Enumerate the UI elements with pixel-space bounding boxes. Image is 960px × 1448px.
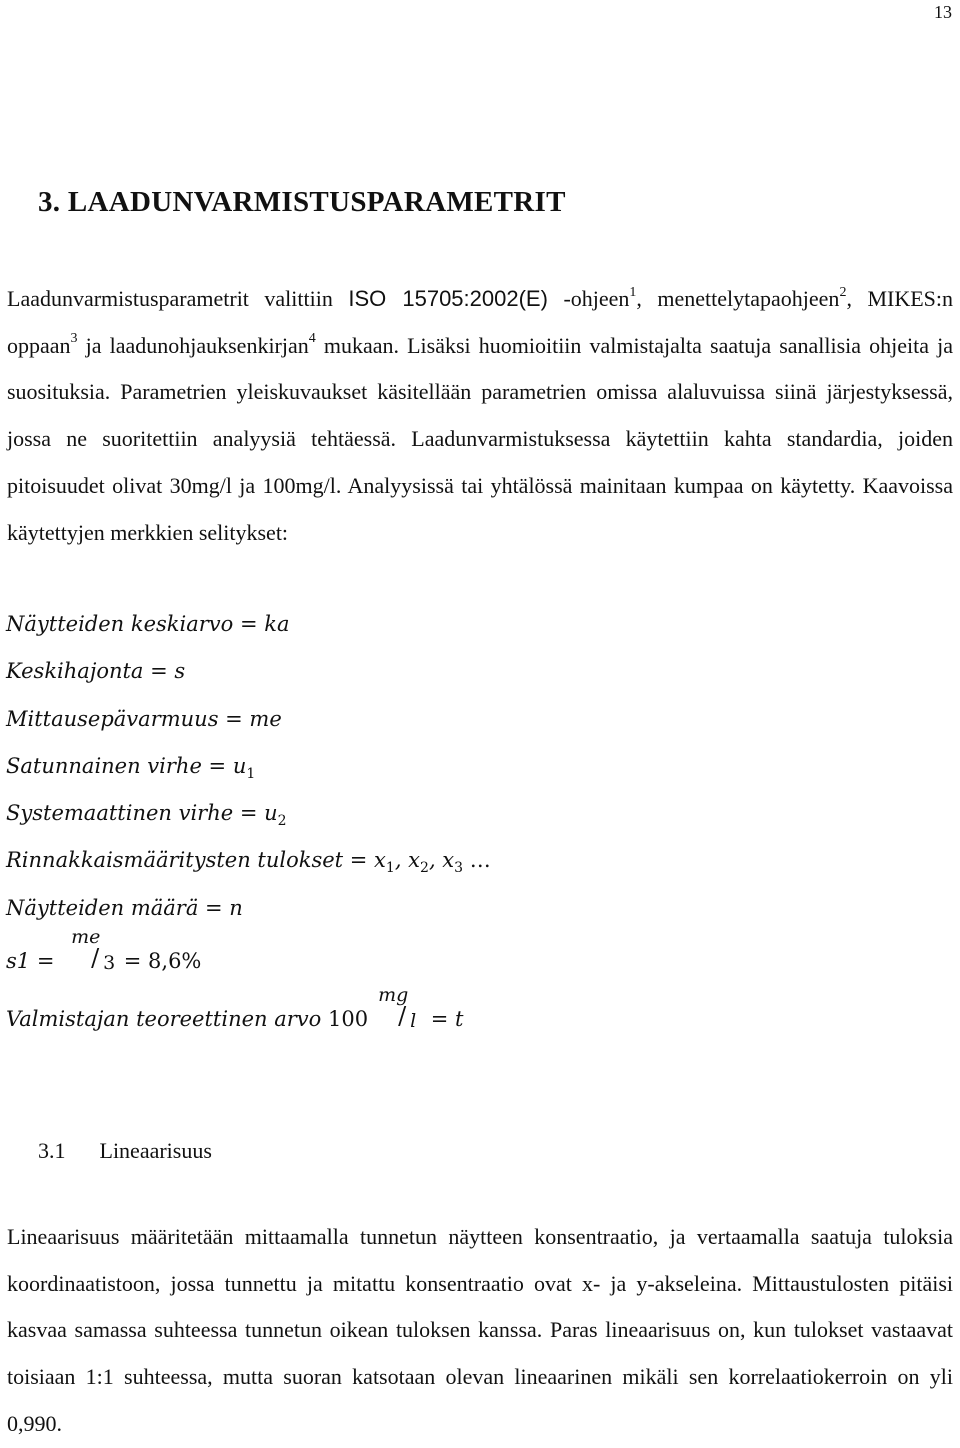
formula-mean: Näytteiden keskiarvo = ka bbox=[6, 612, 290, 636]
formula-std-dev: Keskihajonta = s bbox=[6, 659, 186, 683]
subsection-number: 3.1 bbox=[38, 1138, 66, 1163]
reference-2: 2 bbox=[839, 284, 847, 300]
page-number: 13 bbox=[934, 2, 952, 22]
intro-text-6: mukaan. Lisäksi huomioitiin valmistajalta saatuja sanallisia ohjeita ja suosituksia. Parametrien yleiskuvaukset käsitellään parametrien omissa alaluvuissa siinä järjestyksessä, jossa ne suoritettiin analyysiä tehtäessä. Laadunvarmistuksessa käytettiin kahta standardia, joiden pitoisuudet olivat 30mg/l ja 100mg/l. Analyysissä tai yhtälössä mainitaan kumpaa on käytetty. Kaavoissa käytettyjen merkkien selitykset: bbox=[7, 332, 953, 545]
formula-uncertainty: Mittausepävarmuus = me bbox=[6, 707, 282, 731]
formula-s1: s1 = me / 3 = 8,6% bbox=[6, 926, 202, 974]
linearity-paragraph: Lineaarisuus määritetään mittaamalla tunnetun näytteen konsentraatio, ja vertaamalla saatuja tuloksia koordinaatistoon, jossa tunnettu ja mitattu konsentraatio ovat x- ja y-akseleina. Mittaustulosten pitäisi kasvaa samassa suhteessa tunnetun oikean tuloksen kanssa. Paras lineaarisuus on, kun tulokset vastaavat toisiaan 1:1 suhteessa, mutta suoran katsotaan olevan lineaarinen mikäli sen korrelaatiokerroin on yli 0,990. bbox=[7, 1224, 953, 1436]
reference-4: 4 bbox=[308, 331, 316, 347]
section-heading: 3. LAADUNVARMISTUSPARAMETRIT bbox=[38, 186, 566, 218]
formula-sample-count: Näytteiden määrä = n bbox=[6, 896, 243, 920]
formula-parallel-results: Rinnakkaismääritysten tulokset = $x_1$, $x_2$, $x_3$ … bbox=[6, 848, 491, 877]
iso-standard-ref: ISO 15705:2002(E) bbox=[348, 286, 548, 311]
fraction-mg-per-l: mg / l bbox=[378, 984, 417, 1032]
formula-systematic-error: Systemaattinen virhe = $u_2$ bbox=[6, 801, 287, 830]
intro-text-4: , MIKES:n oppaan bbox=[7, 286, 953, 358]
intro-text-1: Laadunvarmistusparametrit valittiin bbox=[7, 286, 349, 311]
subsection-title: Lineaarisuus bbox=[99, 1138, 212, 1163]
intro-text-3: , menettelytapaohjeen bbox=[636, 286, 840, 311]
intro-text-2: -ohjeen bbox=[547, 286, 630, 311]
fraction-me-over-3: me / 3 bbox=[71, 926, 116, 974]
formula-theoretical-value: Valmistajan teoreettinen arvo 100 mg / l = t bbox=[6, 984, 464, 1032]
reference-3: 3 bbox=[70, 331, 78, 347]
subsection-heading bbox=[38, 1138, 212, 1164]
reference-1: 1 bbox=[629, 284, 637, 300]
intro-text-5: ja laadunohjauksenkirjan bbox=[77, 332, 309, 358]
formula-random-error: Satunnainen virhe = $u_1$ bbox=[6, 754, 256, 783]
intro-paragraph bbox=[7, 276, 953, 556]
